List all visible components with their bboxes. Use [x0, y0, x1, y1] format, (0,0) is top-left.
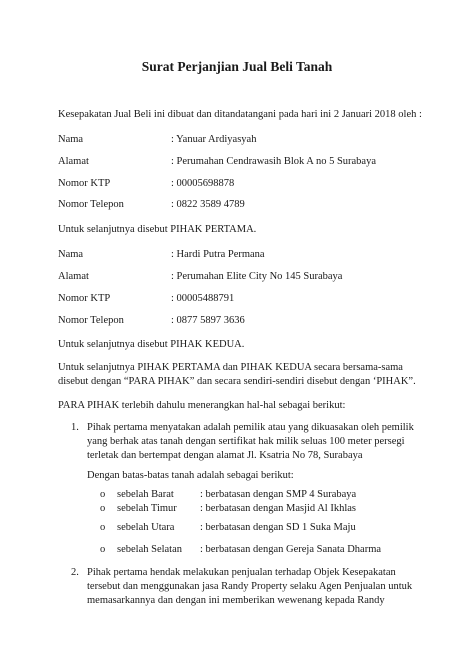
boundary-bullet: o [100, 489, 106, 500]
boundary-border-timur: : berbatasan dengan Masjid Al Ikhlas [200, 503, 357, 514]
joint-paragraph-line2: disebut dengan “PARA PIHAK” dan secara sendiri-sendiri disebut dengan ‘PIHAK”. [58, 376, 416, 387]
party1-phone-value: : 0822 3589 4789 [171, 199, 245, 210]
party2-name-value: : Hardi Putra Permana [171, 249, 265, 260]
party1-ktp-label: Nomor KTP [58, 178, 111, 189]
item2-line1: Pihak pertama hendak melakukan penjualan terhadap Objek Kesepakatan [87, 567, 396, 578]
party2-phone-value: : 0877 5897 3636 [171, 315, 245, 326]
party2-address-value: : Perumahan Elite City No 145 Surabaya [171, 271, 343, 282]
party2-name-label: Nama [58, 249, 84, 260]
item2-line2: tersebut dan menggunakan jasa Randy Property selaku Agen Penjualan untuk [87, 581, 413, 592]
item2-line3: memasarkannya dan dengan ini memberikan wewenang kepada Randy [87, 595, 385, 606]
party2-phone-label: Nomor Telepon [58, 315, 124, 326]
party1-address-value: : Perumahan Cendrawasih Blok A no 5 Surabaya [171, 156, 377, 167]
joint-paragraph-line1: Untuk selanjutnya PIHAK PERTAMA dan PIHAK KEDUA secara bersama-sama [58, 362, 403, 373]
party1-name-label: Nama [58, 134, 84, 145]
party2-designation: Untuk selanjutnya disebut PIHAK KEDUA. [58, 339, 245, 350]
boundary-direction-barat: sebelah Barat [117, 489, 174, 500]
item2-number: 2. [71, 567, 79, 578]
item1-line2: yang berhak atas tanah dengan sertifikat hak milik seluas 100 meter persegi [87, 436, 405, 447]
item1-line1: Pihak pertama menyatakan adalah pemilik atau yang dikuasakan oleh pemilik [87, 422, 414, 433]
party1-address-label: Alamat [58, 156, 89, 167]
party1-designation: Untuk selanjutnya disebut PIHAK PERTAMA. [58, 224, 257, 235]
boundary-direction-timur: sebelah Timur [117, 503, 177, 514]
party2-ktp-label: Nomor KTP [58, 293, 111, 304]
boundary-bullet: o [100, 522, 106, 533]
boundary-border-selatan: : berbatasan dengan Gereja Sanata Dharma [200, 544, 382, 555]
party1-name-value: : Yanuar Ardiyasyah [171, 134, 257, 145]
document-title: Surat Perjanjian Jual Beli Tanah [141, 59, 333, 74]
boundary-border-utara: : berbatasan dengan SD 1 Suka Maju [200, 522, 356, 533]
party2-ktp-value: : 00005488791 [171, 293, 235, 304]
intro-text: Kesepakatan Jual Beli ini dibuat dan ditandatangani pada hari ini 2 Januari 2018 oleh : [58, 109, 422, 120]
boundaries-intro: Dengan batas-batas tanah adalah sebagai berikut: [87, 470, 294, 481]
explanation-text: PARA PIHAK terlebih dahulu menerangkan hal-hal sebagai berikut: [58, 400, 346, 411]
item1-line3: terletak dan bertempat dengan alamat Jl. Ksatria No 78, Surabaya [87, 450, 363, 461]
boundary-bullet: o [100, 503, 106, 514]
boundary-direction-selatan: sebelah Selatan [117, 544, 183, 555]
item1-number: 1. [71, 422, 79, 433]
party1-ktp-value: : 00005698878 [171, 178, 235, 189]
boundary-border-barat: : berbatasan dengan SMP 4 Surabaya [200, 489, 357, 500]
boundary-direction-utara: sebelah Utara [117, 522, 175, 533]
party1-phone-label: Nomor Telepon [58, 199, 124, 210]
boundary-bullet: o [100, 544, 106, 555]
party2-address-label: Alamat [58, 271, 89, 282]
